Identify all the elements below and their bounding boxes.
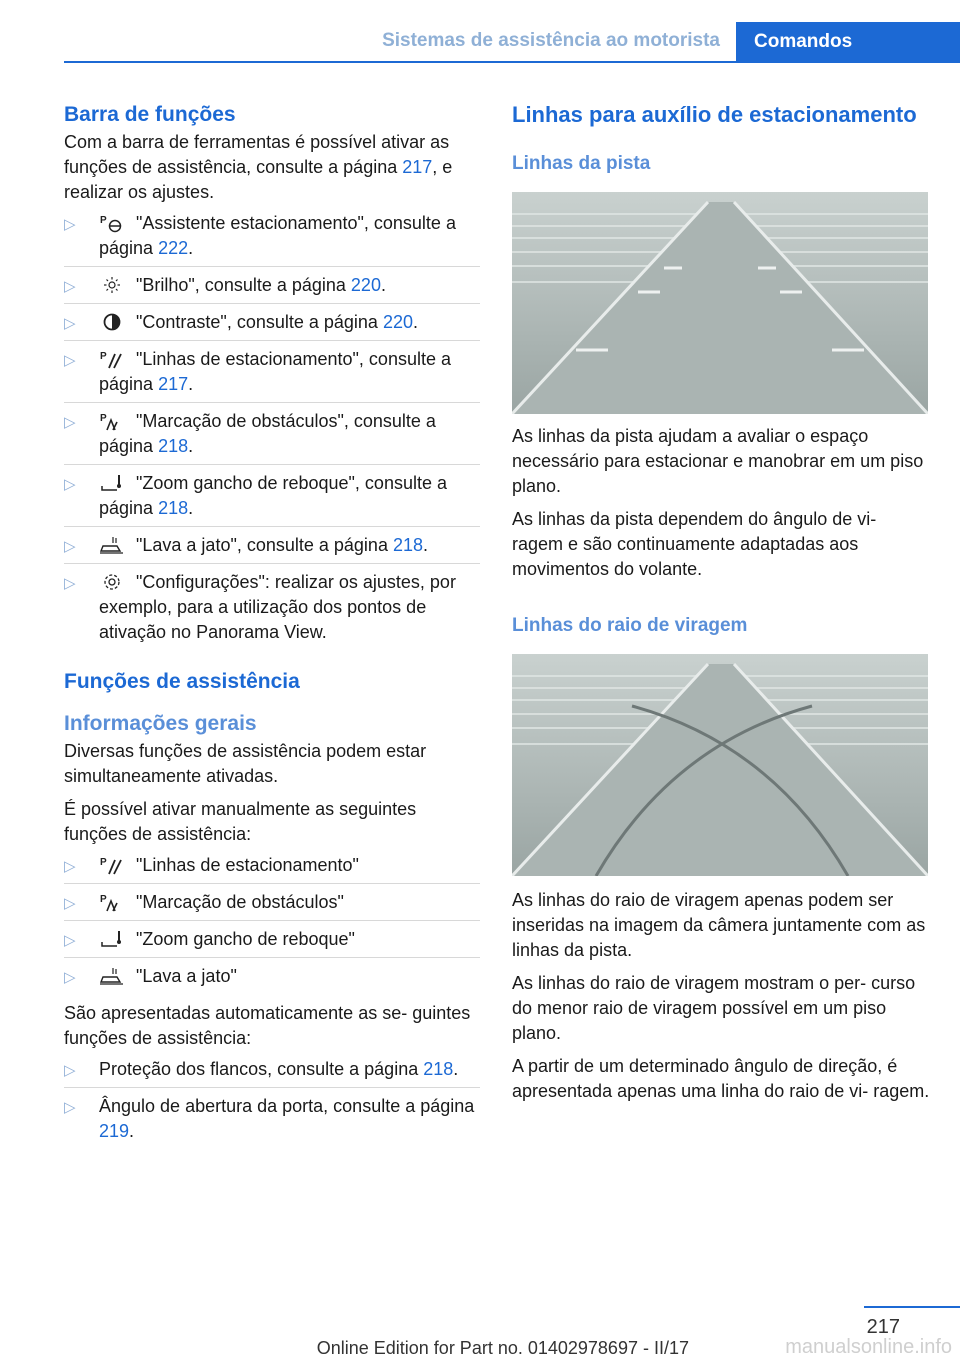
list-item: ▷ "Lava a jato", consulte a página 218. (64, 533, 480, 564)
heading-linhas-pista: Linhas da pista (512, 153, 651, 174)
page-number: 217 (866, 1316, 900, 1338)
bullet-triangle-icon: ▷ (64, 895, 76, 912)
bullet-triangle-icon: ▷ (64, 969, 76, 986)
svg-text:P: P (100, 351, 107, 362)
paragraph-raio-2: As linhas do raio de viragem mostram o per‐ curso do menor raio de viragem possível em um piso plano. (512, 973, 916, 1043)
parking-lines-icon (99, 349, 125, 369)
page-link[interactable]: 222 (158, 238, 189, 258)
bullet-triangle-icon: ▷ (64, 278, 76, 295)
bullet-triangle-icon: ▷ (64, 575, 76, 592)
list-item: ▷ "Lava a jato" (64, 964, 480, 995)
svg-text:P: P (100, 894, 107, 905)
bullet-triangle-icon: ▷ (64, 476, 76, 493)
list-item: ▷ "Zoom gancho de reboque" (64, 927, 480, 958)
heading-funcoes-assistencia: Funções de assistência (64, 670, 300, 693)
bullet-triangle-icon: ▷ (64, 1099, 76, 1116)
section-title: Sistemas de assistência ao motorista (382, 30, 720, 51)
page-link[interactable]: 218 (423, 1059, 454, 1079)
contrast-icon (99, 312, 125, 332)
page-link[interactable]: 217 (158, 374, 189, 394)
paragraph-barra-intro: Com a barra de ferramentas é possível ativar as funções de assistência, consulte a página 217, e realizar os ajustes. (64, 132, 453, 202)
list-item: ▷ Ângulo de abertura da porta, consulte a página 219. (64, 1096, 475, 1141)
bullet-triangle-icon: ▷ (64, 352, 76, 369)
toolbar-function-list (64, 211, 480, 651)
parking-lines-icon (99, 855, 125, 875)
svg-text:P: P (100, 413, 107, 424)
page-link[interactable]: 218 (158, 436, 189, 456)
heading-raio-viragem: Linhas do raio de viragem (512, 615, 748, 636)
settings-icon (99, 572, 125, 592)
right-column (512, 100, 932, 1104)
left-column (64, 100, 480, 1156)
page-link[interactable]: 218 (392, 535, 424, 555)
page-link[interactable]: 220 (350, 275, 381, 295)
list-item: ▷ "Contraste", consulte a página 220. (64, 310, 480, 341)
obstacle-marking-icon (99, 892, 125, 912)
list-item: ▷ "Configurações": realizar os ajustes, por exemplo, para a utilização dos pontos de ativação no Panorama View. (64, 572, 456, 642)
bullet-triangle-icon: ▷ (64, 858, 76, 875)
track-lines-figure (512, 192, 928, 414)
list-item: ▷ P "Marcação de obstáculos" (64, 890, 480, 921)
bullet-triangle-icon: ▷ (64, 538, 76, 555)
bullet-triangle-icon: ▷ (64, 414, 76, 431)
paragraph-raio-3: A partir de um determinado ângulo de direção, é apresentada apenas uma linha do raio de vi‐ ragem. (512, 1056, 930, 1101)
tow-hitch-zoom-icon (99, 473, 125, 493)
car-wash-icon (99, 966, 125, 986)
heading-linhas-auxilio: Linhas para auxílio de estacionamento (512, 102, 917, 127)
list-item: ▷ P "Linhas de estacionamento" (64, 853, 480, 884)
auto-function-list (64, 1057, 480, 1150)
page-link[interactable]: 220 (382, 312, 413, 332)
paragraph-raio-1: As linhas do raio de viragem apenas podem ser inseridas na imagem da câmera juntamente com as linhas da pista. (512, 890, 926, 960)
list-item: ▷ "Brilho", consulte a página 220. (64, 273, 480, 304)
list-item: ▷ P "Marcação de obstáculos", consulte a página 218. (64, 409, 480, 465)
paragraph-diversas: Diversas funções de assistência podem estar simultaneamente ativadas. (64, 741, 427, 786)
header-rule (64, 61, 960, 63)
page-link[interactable]: 219 (99, 1121, 130, 1141)
bullet-triangle-icon: ▷ (64, 216, 76, 233)
heading-informacoes-gerais: Informações gerais (64, 712, 257, 735)
page-link[interactable]: 217 (402, 157, 433, 177)
svg-text:P: P (100, 857, 107, 868)
bullet-triangle-icon: ▷ (64, 932, 76, 949)
paragraph-pista-1: As linhas da pista ajudam a avaliar o espaço necessário para estacionar e manobrar em um piso plano. (512, 426, 924, 496)
heading-barra-funcoes: Barra de funções (64, 103, 236, 126)
watermark: manualsonline.info (785, 1336, 952, 1358)
bullet-triangle-icon: ▷ (64, 1062, 76, 1079)
brightness-icon (99, 275, 125, 295)
page-number-rule (864, 1306, 960, 1308)
page-header (0, 0, 960, 62)
parking-assistant-icon (99, 213, 125, 233)
paragraph-auto: São apresentadas automaticamente as se‐ guintes funções de assistência: (64, 1003, 471, 1048)
manual-function-list (64, 853, 480, 995)
car-wash-icon (99, 535, 125, 555)
list-item: ▷ P "Assistente estacionamento", consulte a página 222. (64, 211, 480, 267)
tow-hitch-zoom-icon (99, 929, 125, 949)
chapter-tab[interactable]: Comandos (736, 22, 960, 62)
paragraph-manual: É possível ativar manualmente as seguintes funções de assistência: (64, 799, 417, 844)
edition-text: Online Edition for Part no. 01402978697 - II/17 (316, 1338, 689, 1358)
list-item: ▷ P "Linhas de estacionamento", consulte a página 217. (64, 347, 480, 403)
turning-radius-figure (512, 654, 928, 876)
page-link[interactable]: 218 (158, 498, 189, 518)
bullet-triangle-icon: ▷ (64, 315, 76, 332)
list-item: ▷ "Zoom gancho de reboque", consulte a página 218. (64, 471, 480, 527)
list-item: ▷ Proteção dos flancos, consulte a página 218. (64, 1057, 480, 1088)
svg-text:P: P (100, 215, 107, 226)
obstacle-marking-icon (99, 411, 125, 431)
paragraph-pista-2: As linhas da pista dependem do ângulo de vi‐ ragem e são continuamente adaptadas aos movimentos do volante. (512, 509, 877, 579)
